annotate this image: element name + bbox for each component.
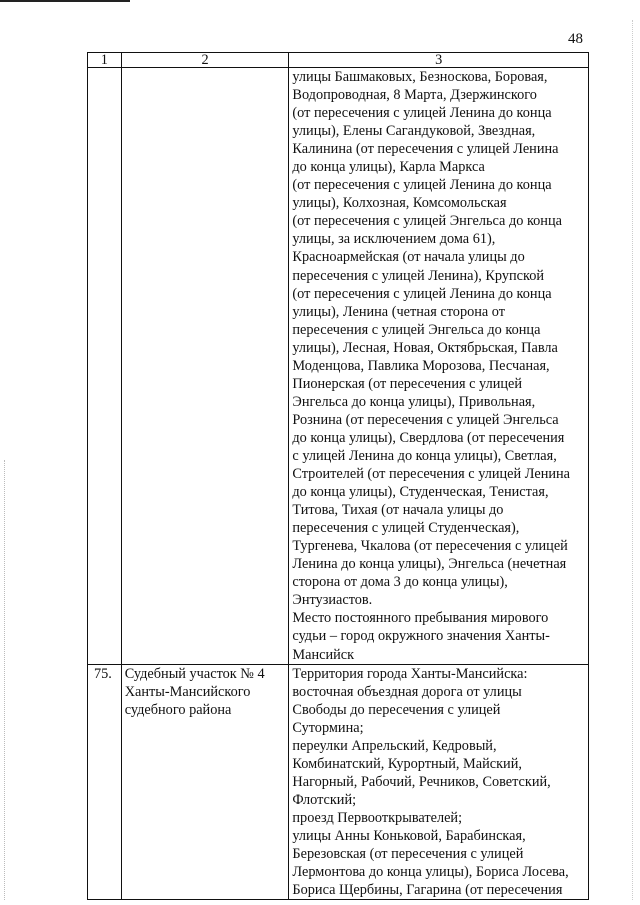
territory-text-line: пересечения с улицей Энгельса до конца — [292, 321, 541, 338]
territory-text-line: Березовская (от пересечения с улицей — [292, 846, 524, 863]
territory-text-line: Тургенева, Чкалова (от пересечения с улицей — [292, 538, 568, 555]
territory-text-line: проезд Первооткрывателей; — [292, 809, 463, 826]
territory-cell — [289, 664, 589, 900]
territory-text-line: Флотский; — [292, 791, 357, 808]
continued-territory-cell — [289, 68, 589, 665]
continued-number-cell — [88, 68, 122, 665]
territory-text-line: улицы Анны Коньковой, Барабинская, — [292, 827, 526, 844]
row-number: 75. — [88, 664, 122, 900]
territory-text-line: восточная объездная дорога от улицы — [292, 683, 522, 700]
court-name-line: Ханты-Мансийского — [124, 683, 251, 700]
territory-text-line: Нагорный, Рабочий, Речников, Советский, — [292, 773, 551, 790]
header-col-2: 2 — [121, 53, 289, 68]
territory-text-line: Красноармейская (от начала улицы до — [292, 249, 525, 266]
header-col-3: 3 — [289, 53, 589, 68]
territory-text-line: Водопроводная, 8 Марта, Дзержинского — [292, 87, 537, 104]
territory-text-line: улицы), Лесная, Новая, Октябрьская, Павла — [292, 339, 558, 356]
continued-court-cell — [121, 68, 289, 665]
court-name-cell — [121, 664, 289, 900]
territory-text-line: (от пересечения с улицей Ленина до конца — [292, 285, 552, 302]
court-name-line: Судебный участок № 4 — [124, 665, 265, 682]
territory-text-line: с улицей Ленина до конца улицы), Светлая, — [292, 447, 557, 464]
territory-text-line: Свободы до пересечения с улицей — [292, 701, 501, 718]
territory-text-line: улицы), Ленина (четная сторона от — [292, 303, 506, 320]
header-col-1: 1 — [88, 53, 122, 68]
territory-text-line: Энгельса до конца улицы), Привольная, — [292, 393, 536, 410]
table-row-continued — [88, 68, 589, 665]
territory-text-line: Сутормина; — [292, 719, 364, 736]
court-name-line: судебного района — [124, 701, 232, 718]
territory-text-line: Лермонтова до конца улицы), Бориса Лосева, — [292, 864, 569, 881]
table-header-row — [88, 53, 589, 68]
territory-text-line: Моденцова, Павлика Морозова, Песчаная, — [292, 357, 550, 374]
territory-text-line: (от пересечения с улицей Энгельса до конца — [292, 213, 562, 230]
territory-text-line: до конца улицы), Карла Маркса — [292, 159, 485, 176]
territory-text-line: судьи – город окружного значения Ханты- — [292, 628, 550, 645]
court-districts-table — [87, 52, 589, 900]
territory-text-line: улицы Башмаковых, Безноскова, Боровая, — [292, 69, 548, 85]
scan-edge-right — [632, 20, 634, 900]
territory-text-line: до конца улицы), Свердлова (от пересечения — [292, 429, 565, 446]
territory-text-line: Место постоянного пребывания мирового — [292, 610, 549, 627]
territory-text-line: переулки Апрельский, Кедровый, — [292, 737, 497, 754]
territory-text-line: (от пересечения с улицей Ленина до конца — [292, 105, 552, 122]
territory-text-line: пересечения с улицей Ленина), Крупской — [292, 267, 545, 284]
territory-text-line: улицы), Колхозная, Комсомольская — [292, 195, 507, 212]
territory-text-line: Пионерская (от пересечения с улицей — [292, 375, 523, 392]
scan-edge-left — [4, 460, 6, 900]
territory-text-line: Титова, Тихая (от начала улицы до — [292, 502, 504, 519]
territory-text-line: Рознина (от пересечения с улицей Энгельса — [292, 411, 559, 428]
table-row-75 — [88, 664, 589, 900]
territory-text-line: Калинина (от пересечения с улицей Ленина — [292, 141, 559, 158]
territory-text-line: Энтузиастов. — [292, 592, 373, 609]
page-number: 48 — [568, 31, 583, 47]
territory-text-line: (от пересечения с улицей Ленина до конца — [292, 177, 552, 194]
territory-text-line: Территория города Ханты-Мансийска: — [292, 665, 528, 682]
territory-text-line: улицы), Елены Сагандуковой, Звездная, — [292, 123, 536, 140]
scan-edge-mark — [0, 0, 130, 2]
territory-text-line: Комбинатский, Курортный, Майский, — [292, 755, 522, 772]
territory-text-line: улицы, за исключением дома 61), — [292, 231, 496, 248]
territory-text-line: пересечения с улицей Студенческая), — [292, 520, 520, 537]
territory-text-line: сторона от дома 3 до конца улицы), — [292, 574, 508, 591]
territory-text-line: Мансийск — [292, 646, 355, 663]
territory-text-line: до конца улицы), Студенческая, Тенистая, — [292, 484, 549, 501]
territory-text-line: Бориса Щербины, Гагарина (от пересечения — [292, 882, 563, 899]
territory-text-line: Ленина до конца улицы), Энгельса (нечетная — [292, 556, 567, 573]
territory-text-line: Строителей (от пересечения с улицей Ленина — [292, 466, 571, 483]
